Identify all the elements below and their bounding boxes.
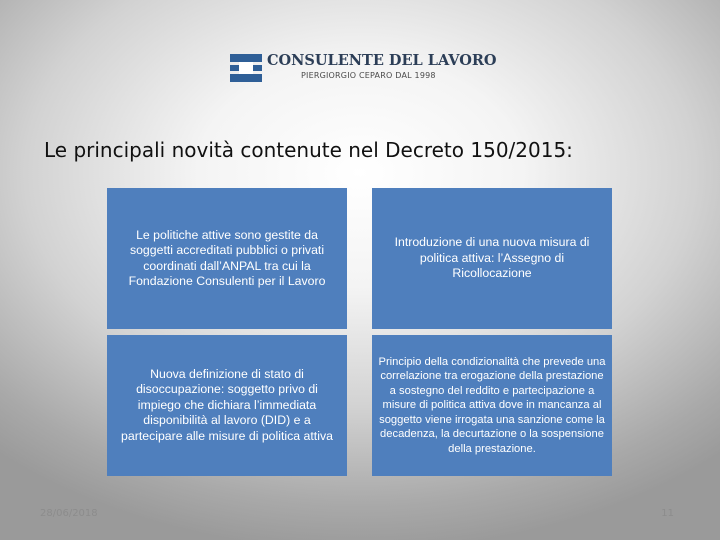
slide-date: 28/06/2018 [40,508,98,519]
logo-subtitle: PIERGIORGIO CEPARO DAL 1998 [301,71,436,80]
consulente-del-lavoro-logo-icon [230,54,262,82]
content-box-assegno-ricollocazione: Introduzione di una nuova misura di politica attiva: l’Assegno di Ricollocazione [372,188,612,329]
logo [230,52,510,88]
content-box-condizionalita: Principio della condizionalità che prevede una correlazione tra erogazione della prestazione a sostegno del reddito e partecipazione a misure di politica attiva dove in mancanza al soggetto viene irrogata una sanzione come la decadenza, la decurtazione o la sospensione della prestazione. [372,335,612,476]
slide-title: Le principali novità contenute nel Decreto 150/2015: [44,138,573,162]
content-box-stato-disoccupazione: Nuova definizione di stato di disoccupazione: soggetto privo di impiego che dichiara l’immediata disponibilità al lavoro (DID) e a partecipare alle misure di politica attiva [107,335,347,476]
slide-page-number: 11 [661,508,674,519]
content-box-politiche-attive: Le politiche attive sono gestite da soggetti accreditati pubblici o privati coordinati dall’ANPAL tra cui la Fondazione Consulenti per il Lavoro [107,188,347,329]
logo-name: CONSULENTE DEL LAVORO [267,52,497,69]
